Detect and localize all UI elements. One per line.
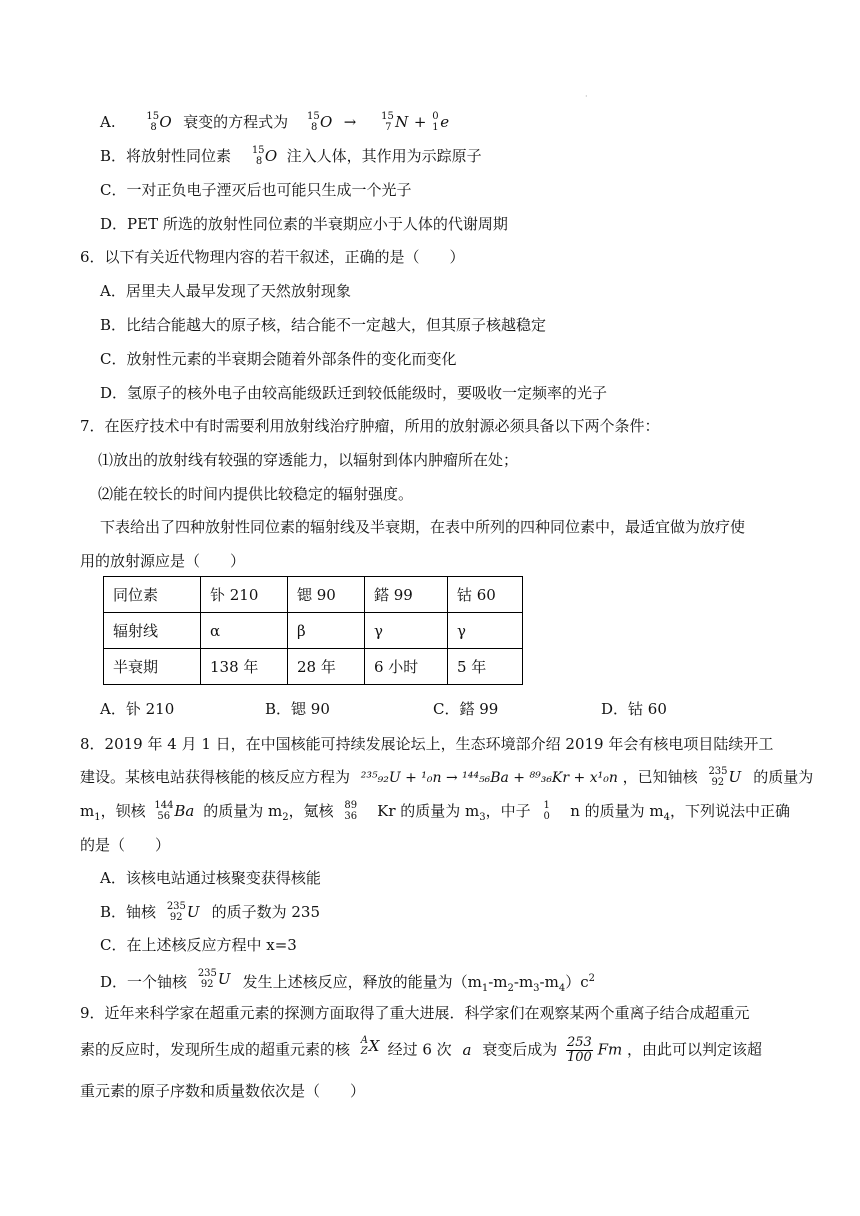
- q8-stem-line4: 的是（ ）: [80, 836, 171, 854]
- table-cell: 钴 60: [448, 577, 523, 613]
- nuclide-u235: 235 92 U: [708, 766, 742, 788]
- nuclide-u235-b: 235 92 U: [166, 901, 200, 923]
- nuclear-reaction-equation: ²³⁵₉₂U + ¹₀n → ¹⁴⁴₅₆Ba + ⁸⁹₃₆Kr + x¹₀n: [360, 770, 618, 786]
- alpha-symbol: a: [462, 1040, 472, 1059]
- table-cell: γ: [448, 613, 523, 649]
- q8-stem-line3: $m_1$，钡核 144 56 Ba 的质量为 $m_2$，氪核 89 36 Kr 的质量为 $m_3$，中子 1 0 n 的质量为 $m_4$，下列说法中正确: [80, 800, 791, 823]
- q5-option-d: D．PET 所选的放射性同位素的半衰期应小于人体的代谢周期: [100, 215, 508, 233]
- table-cell: 半衰期: [104, 649, 201, 685]
- table-cell: β: [288, 613, 365, 649]
- table-cell: 鎝 99: [365, 577, 448, 613]
- table-cell: 6 小时: [365, 649, 448, 685]
- q8-option-a: A．该核电站通过核聚变获得核能: [100, 869, 321, 887]
- table-cell: α: [201, 613, 288, 649]
- q7-option-c: C．鎝 99: [433, 700, 499, 718]
- q6-option-b: B．比结合能越大的原子核，结合能不一定越大，但其原子核越稳定: [100, 316, 547, 334]
- table-cell: 钋 210: [201, 577, 288, 613]
- nuclide-kr89: 89 36: [344, 800, 358, 822]
- nuclide-u235-d: 235 92 U: [197, 968, 231, 990]
- table-cell: 28 年: [288, 649, 365, 685]
- q7-condition-2: ⑵能在较长的时间内提供比较稳定的辐射强度。: [98, 485, 414, 503]
- table-cell: 辐射线: [104, 613, 201, 649]
- q5-option-b: B．将放射性同位素 15 8 O 注入人体，其作用为示踪原子: [100, 145, 482, 167]
- q5-option-c: C．一对正负电子湮灭后也可能只生成一个光子: [100, 181, 412, 199]
- nuclide-x: A Z X: [360, 1035, 380, 1057]
- isotope-table: [103, 576, 523, 685]
- q7-condition-1: ⑴放出的放射线有较强的穿透能力，以辐射到体内肿瘤所在处；: [98, 451, 519, 469]
- fraction-253-100: $\frac{253}{100}$: [566, 1035, 592, 1065]
- q8-option-b: B．铀核 235 92 U 的质子数为 235: [100, 901, 320, 923]
- q6-option-d: D．氢原子的核外电子由较高能级跃迁到较低能级时，要吸收一定频率的光子: [100, 384, 608, 402]
- scan-mark: ·: [585, 92, 588, 101]
- table-cell: 5 年: [448, 649, 523, 685]
- q7-option-b: B．锶 90: [265, 700, 330, 718]
- q9-stem-line2: 素的反应时，发现所生成的超重元素的核 A Z X 经过 6 次 a 衰变后成为 $\frac{253}{100}$ Fm ，由此可以判定该超: [80, 1035, 763, 1065]
- nuclide-n15: 15 7 N: [381, 111, 409, 133]
- nuclide-o15-b: 15 8 O: [251, 145, 278, 167]
- table-cell: 138 年: [201, 649, 288, 685]
- q6-stem: 6．以下有关近代物理内容的若干叙述，正确的是（ ）: [80, 248, 465, 266]
- nuclide-o15-eq: 15 8 O: [306, 111, 333, 133]
- nuclide-positron: 0 1 e: [432, 111, 450, 133]
- table-row: [104, 577, 523, 613]
- q7-intro-line1: 下表给出了四种放射性同位素的辐射线及半衰期，在表中所列的四种同位素中，最适宜做为放疗使: [100, 518, 746, 536]
- nuclide-o15: 15 8 O: [146, 111, 172, 133]
- q8-option-c: C．在上述核反应方程中 x=3: [100, 936, 297, 954]
- table-cell: 同位素: [104, 577, 201, 613]
- table-cell: 锶 90: [288, 577, 365, 613]
- table-row: [104, 613, 523, 649]
- q6-option-c: C．放射性元素的半衰期会随着外部条件的变化而变化: [100, 350, 457, 368]
- q6-option-a: A．居里夫人最早发现了天然放射现象: [100, 282, 351, 300]
- q5-option-a: A. 15 8 O 衰变的方程式为 15 8 O → 15 7 N + 0 1 e: [100, 112, 453, 132]
- q7-intro-line2: 用的放射源应是（ ）: [80, 552, 246, 570]
- table-cell: γ: [365, 613, 448, 649]
- table-row: [104, 649, 523, 685]
- q8-stem-line2: 建设。某核电站获得核能的核反应方程为 ²³⁵₉₂U + ¹₀n → ¹⁴⁴₅₆Ba + ⁸⁹₃₆Kr + x¹₀n ，已知铀核 235 92 U 的质量为: [80, 766, 814, 788]
- q9-stem-line3: 重元素的原子序数和质量数依次是（ ）: [80, 1082, 366, 1100]
- q8-stem-line1: 8．2019 年 4 月 1 日，在中国核能可持续发展论坛上，生态环境部介绍 2019 年会有核电项目陆续开工: [80, 735, 774, 753]
- nuclide-neutron: 1 0: [543, 800, 550, 822]
- nuclide-ba144: 144 56 Ba: [154, 800, 195, 822]
- q7-option-a: A．钋 210: [100, 700, 175, 718]
- q7-stem: 7．在医疗技术中有时需要利用放射线治疗肿瘤，所用的放射源必须具备以下两个条件：: [80, 417, 660, 435]
- q8-option-d: D．一个铀核 235 92 U 发生上述核反应，释放的能量为$(m_1-m_2-m_3-m_4)c^2$: [100, 968, 595, 994]
- q9-stem-line1: 9．近年来科学家在超重元素的探测方面取得了重大进展．科学家们在观察某两个重离子结合成超重元: [80, 1004, 750, 1022]
- q7-option-d: D．钴 60: [601, 700, 667, 718]
